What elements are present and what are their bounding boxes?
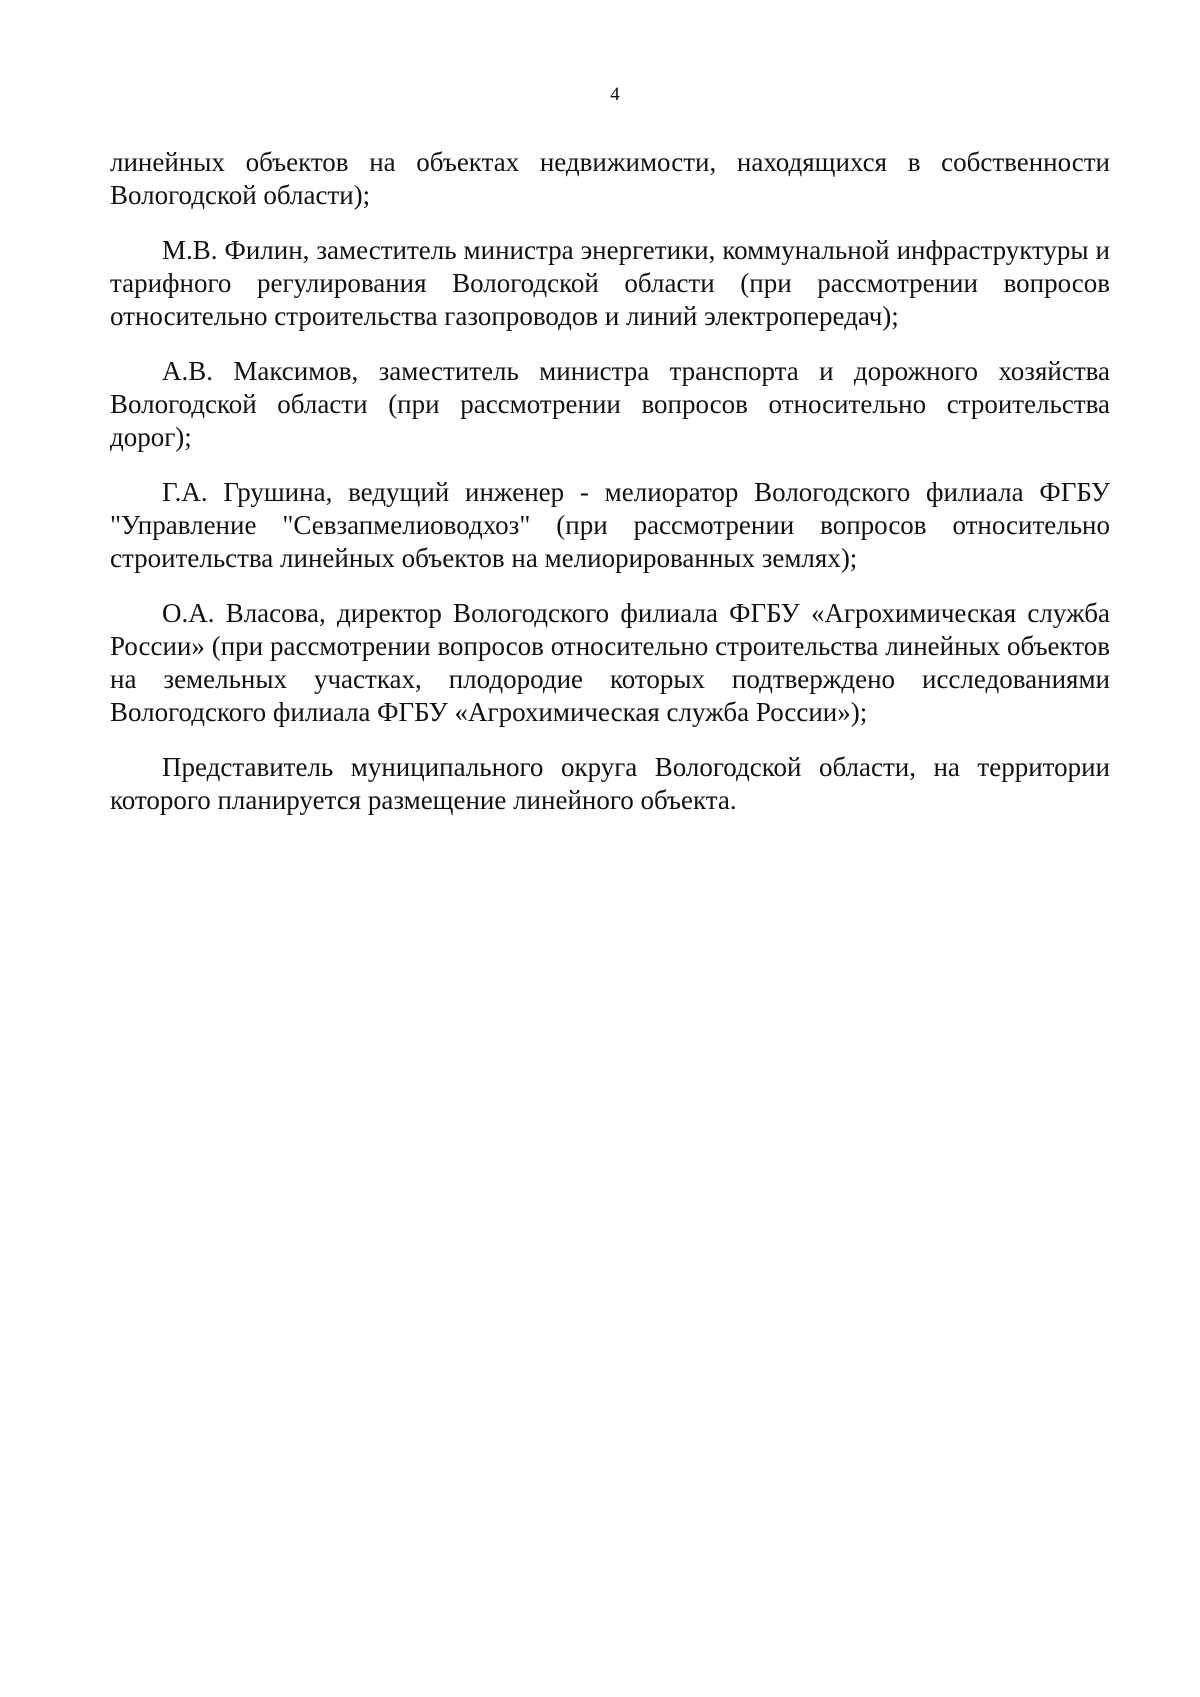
paragraph-maksimov: А.В. Максимов, заместитель министра транспорта и дорожного хозяйства Вологодской области (при рассмотрении вопросов относительно строительства дорог); [110,356,1110,452]
paragraph-filin: М.В. Филин, заместитель министра энергетики, коммунальной инфраструктуры и тарифного регулирования Вологодской области (при рассмотрении вопросов относительно строительства газопроводов и линий электропередач); [110,235,1110,331]
paragraph-continuation: линейных объектов на объектах недвижимости, находящихся в собственности Вологодской области); [110,147,1110,210]
paragraph-vlasova: О.А. Власова, директор Вологодского филиала ФГБУ «Агрохимическая служба России» (при рассмотрении вопросов относительно строительства линейных объектов на земельных участках, плодородие которых подтверждено исследованиями Вологодского филиала ФГБУ «Агрохимическая служба России»); [110,598,1110,727]
paragraph-grushina: Г.А. Грушина, ведущий инженер - мелиоратор Вологодского филиала ФГБУ "Управление "Севзапмелиоводхоз" (при рассмотрении вопросов относительно строительства линейных объектов на мелиорированных землях); [110,477,1110,573]
page-number: 4 [610,84,620,105]
document-body [110,146,1110,839]
paragraph-representative: Представитель муниципального округа Вологодской области, на территории которого планируется размещение линейного объекта. [110,752,1110,815]
